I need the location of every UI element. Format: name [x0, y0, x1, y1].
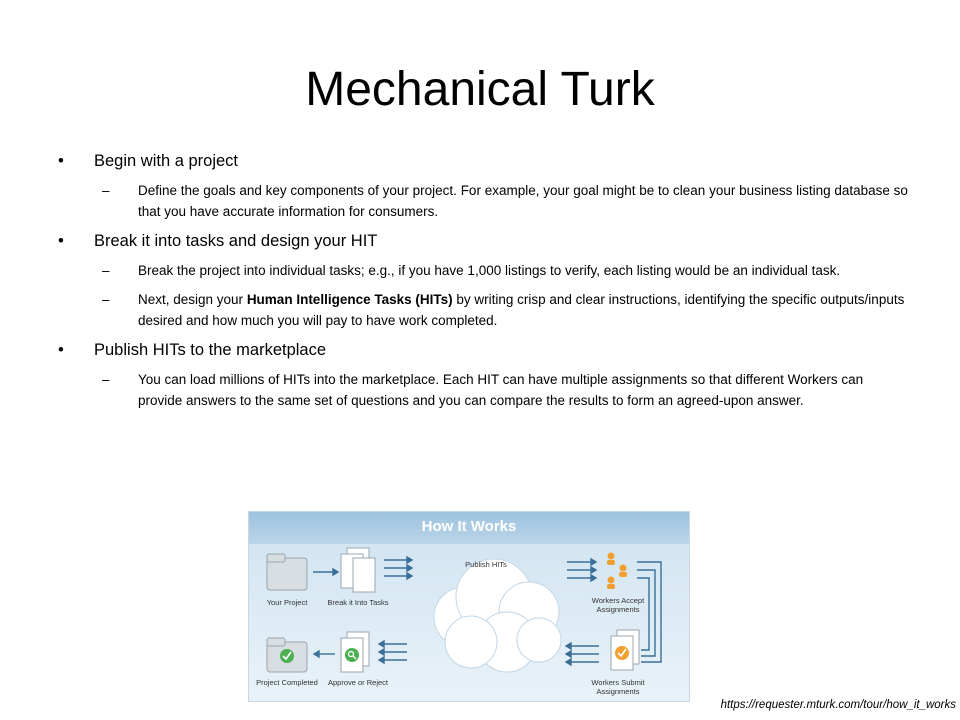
arrows-icon — [567, 559, 596, 581]
bullet-text: Publish HITs to the marketplace — [94, 341, 327, 359]
slide-title: Mechanical Turk — [305, 63, 655, 116]
bullet-text: Begin with a project — [94, 152, 238, 170]
label-your-project: Your Project — [266, 598, 308, 607]
workers-icon — [607, 553, 627, 590]
cloud-icon — [434, 559, 561, 672]
dash-marker: – — [102, 292, 110, 307]
sub-bullet-text-post: by writing crisp and clear instructions, identifying the specific outputs/inputs desired and how much you will pay to have work completed. — [138, 292, 905, 328]
bullet-text: Break it into tasks and design your HIT — [94, 232, 378, 250]
bullet-marker: • — [58, 341, 64, 359]
sub-bullet-item — [58, 369, 908, 411]
arrows-icon — [566, 643, 599, 665]
sub-bullet-text: Define the goals and key components of your project. For example, your goal might be to clean your business listing database so that you have accurate information for consumers. — [138, 183, 908, 219]
label-project-completed: Project Completed — [256, 678, 318, 687]
sub-bullet-text — [138, 292, 904, 328]
arrows-icon — [379, 641, 407, 663]
approve-documents-icon — [341, 632, 369, 672]
label-publish-hits: Publish HITs — [465, 560, 507, 569]
sub-bullet-text-pre: Next, design your — [138, 292, 247, 307]
hits-term: Human Intelligence Tasks (HITs) — [246, 292, 453, 307]
bullet-marker: • — [58, 232, 64, 250]
arrows-icon — [384, 557, 412, 579]
sub-bullet-item — [58, 289, 908, 331]
bullet-list — [58, 150, 908, 419]
how-it-works-figure — [248, 511, 690, 702]
arrow-icon — [313, 569, 338, 575]
sub-bullet-item — [58, 260, 908, 281]
dash-marker: – — [102, 372, 110, 387]
bullet-item — [58, 339, 908, 361]
completed-folder-icon — [267, 638, 307, 672]
sub-bullet-text: You can load millions of HITs into the marketplace. Each HIT can have multiple assignments so that different Workers can provide answers to the same set of questions and you can compare the results to form an agreed-upon answer. — [138, 372, 864, 408]
label-workers-submit: Workers Submit Assignments — [591, 678, 645, 696]
label-break-tasks: Break it Into Tasks — [327, 598, 389, 607]
bullet-marker: • — [58, 152, 64, 170]
figure-title: How It Works — [421, 518, 517, 535]
folder-icon — [267, 554, 307, 590]
dash-marker: – — [102, 263, 110, 278]
dash-marker: – — [102, 183, 110, 198]
bullet-item — [58, 230, 908, 252]
submitted-documents-icon — [611, 630, 639, 670]
documents-icon — [341, 548, 375, 592]
label-workers-accept: Workers Accept Assignments — [591, 596, 645, 614]
bullet-item — [58, 150, 908, 172]
source-credit: https://requester.mturk.com/tour/how_it_works — [720, 699, 956, 711]
sub-bullet-text: Break the project into individual tasks; e.g., if you have 1,000 listings to verify, each listing would be an individual task. — [138, 263, 841, 278]
label-approve-reject: Approve or Reject — [327, 678, 389, 687]
arrow-icon — [314, 651, 335, 657]
sub-bullet-item — [58, 180, 908, 222]
